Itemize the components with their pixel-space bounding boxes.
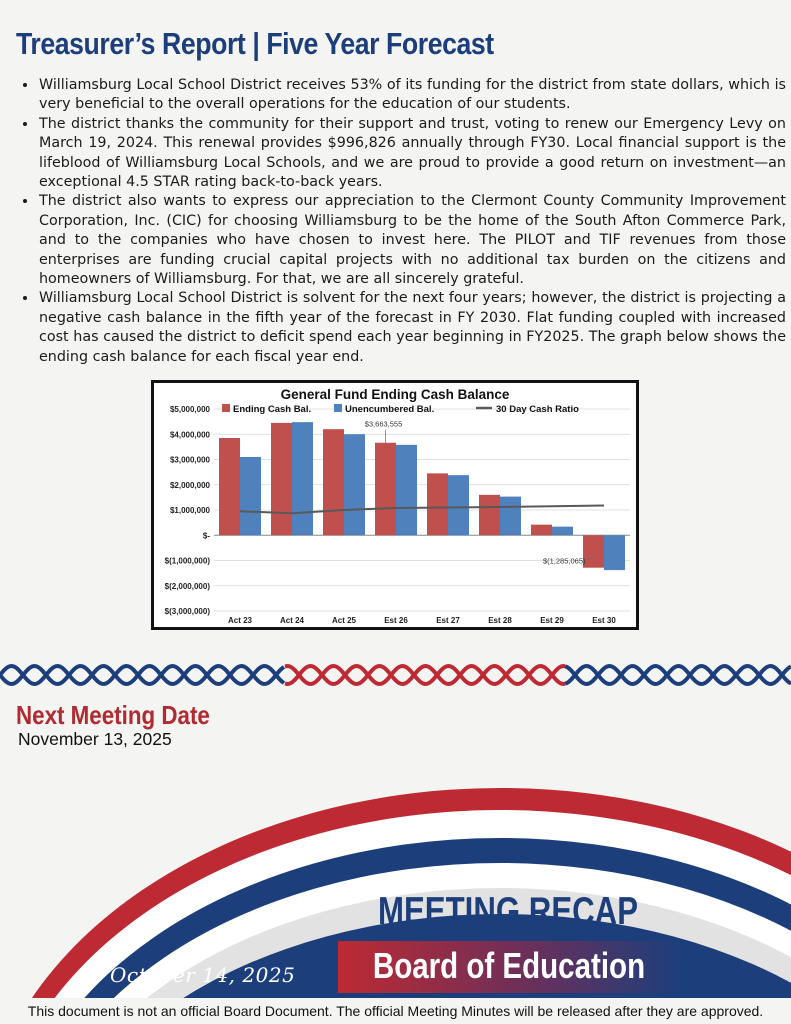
y-tick-label: $- [202, 531, 210, 541]
report-bullet-list [22, 76, 786, 367]
braid-divider [0, 655, 791, 695]
meeting-recap-title: MEETING RECAP [377, 890, 639, 933]
bar-ending-cash [219, 438, 240, 535]
bar-unencumbered [344, 434, 365, 535]
x-tick-label: Act 23 [227, 616, 253, 625]
bar-ending-cash [583, 535, 604, 567]
bar-ending-cash [271, 423, 292, 535]
bar-unencumbered [552, 527, 573, 536]
y-tick-label: $1,000,000 [169, 506, 210, 515]
y-tick-label: $2,000,000 [169, 480, 210, 490]
page-title: Treasurer’s Report | Five Year Forecast [16, 26, 494, 61]
bullet-cic-appreciation: • The district also wants to express our appreciation to the Clermont County Community Improvement Corporation, Inc. (CIC) for choosing Williamsburg to be the home of the South Afton Commerce Park, and to the companies who have chosen to invest here. The PILOT and TIF revenues from those enterprises are funding crucial capital projects with no additional tax burden on the citizens and homeowners of Williamsburg. For that, we are all sincerely grateful. [38, 192, 786, 289]
y-tick-label: $5,000,000 [169, 405, 210, 414]
data-label: $3,663,555 [364, 419, 403, 429]
bar-unencumbered [604, 535, 625, 570]
x-tick-label: Est 29 [540, 616, 564, 625]
legend-swatch [334, 404, 342, 412]
legend-label: Ending Cash Bal. [233, 404, 312, 415]
legend-label: Unencumbered Bal. [345, 404, 435, 415]
x-tick-label: Est 27 [436, 616, 460, 625]
bullet-emergency-levy: • The district thanks the community for their support and trust, voting to renew our Emergency Levy on March 19, 2024. This renewal provides $996,826 annually through FY30. Local financial support is the lifeblood of Williamsburg Local Schools, and we are proud to provide a good return on investment—an exceptional 4.5 STAR rating back-to-back years. [38, 115, 786, 193]
y-tick-label: $(2,000,000) [164, 581, 210, 591]
x-tick-label: Est 28 [488, 616, 512, 625]
cash-balance-chart [151, 380, 639, 630]
y-tick-label: $(1,000,000) [164, 556, 210, 566]
chart-svg [154, 383, 636, 627]
recap-date: October 14, 2025 [110, 963, 296, 987]
x-tick-label: Est 30 [592, 616, 616, 625]
board-of-education-banner [338, 941, 680, 993]
bar-unencumbered [448, 475, 469, 535]
board-of-education-label: Board of Education [372, 945, 646, 986]
bar-ending-cash [323, 429, 344, 535]
bar-ending-cash [531, 525, 552, 536]
bar-unencumbered [292, 422, 313, 535]
x-tick-label: Act 25 [331, 616, 357, 625]
legend-swatch [222, 404, 230, 412]
chart-title: General Fund Ending Cash Balance [280, 387, 510, 402]
footer-disclaimer: This document is not an official Board Document. The official Meeting Minutes will be released after they are approved. [0, 998, 791, 1024]
x-tick-label: Est 26 [384, 616, 408, 625]
next-meeting-date: November 13, 2025 [18, 729, 172, 749]
data-label: $(1,285,065) [542, 556, 586, 566]
y-tick-label: $(3,000,000) [164, 607, 210, 616]
x-tick-label: Act 24 [279, 616, 305, 625]
bar-ending-cash [375, 443, 396, 536]
bar-ending-cash [427, 473, 448, 535]
bar-unencumbered [500, 497, 521, 536]
y-tick-label: $4,000,000 [169, 430, 210, 440]
y-tick-label: $3,000,000 [169, 455, 210, 465]
bar-ending-cash [479, 495, 500, 535]
braid-strand [565, 666, 791, 684]
next-meeting-title: Next Meeting Date [16, 700, 210, 730]
bar-unencumbered [396, 445, 417, 535]
legend-label: 30 Day Cash Ratio [496, 404, 579, 415]
bullet-state-funding: • Williamsburg Local School District receives 53% of its funding for the district from state dollars, which is very beneficial to the overall operations for the education of our students. [38, 76, 786, 115]
bar-unencumbered [240, 457, 261, 535]
bullet-solvency: • Williamsburg Local School District is solvent for the next four years; however, the district is projecting a negative cash balance in the fifth year of the forecast in FY 2030. Flat funding coupled with increased cost has caused the district to deficit spend each year beginning in FY2025. The graph below shows the ending cash balance for each fiscal year end. [38, 289, 786, 367]
